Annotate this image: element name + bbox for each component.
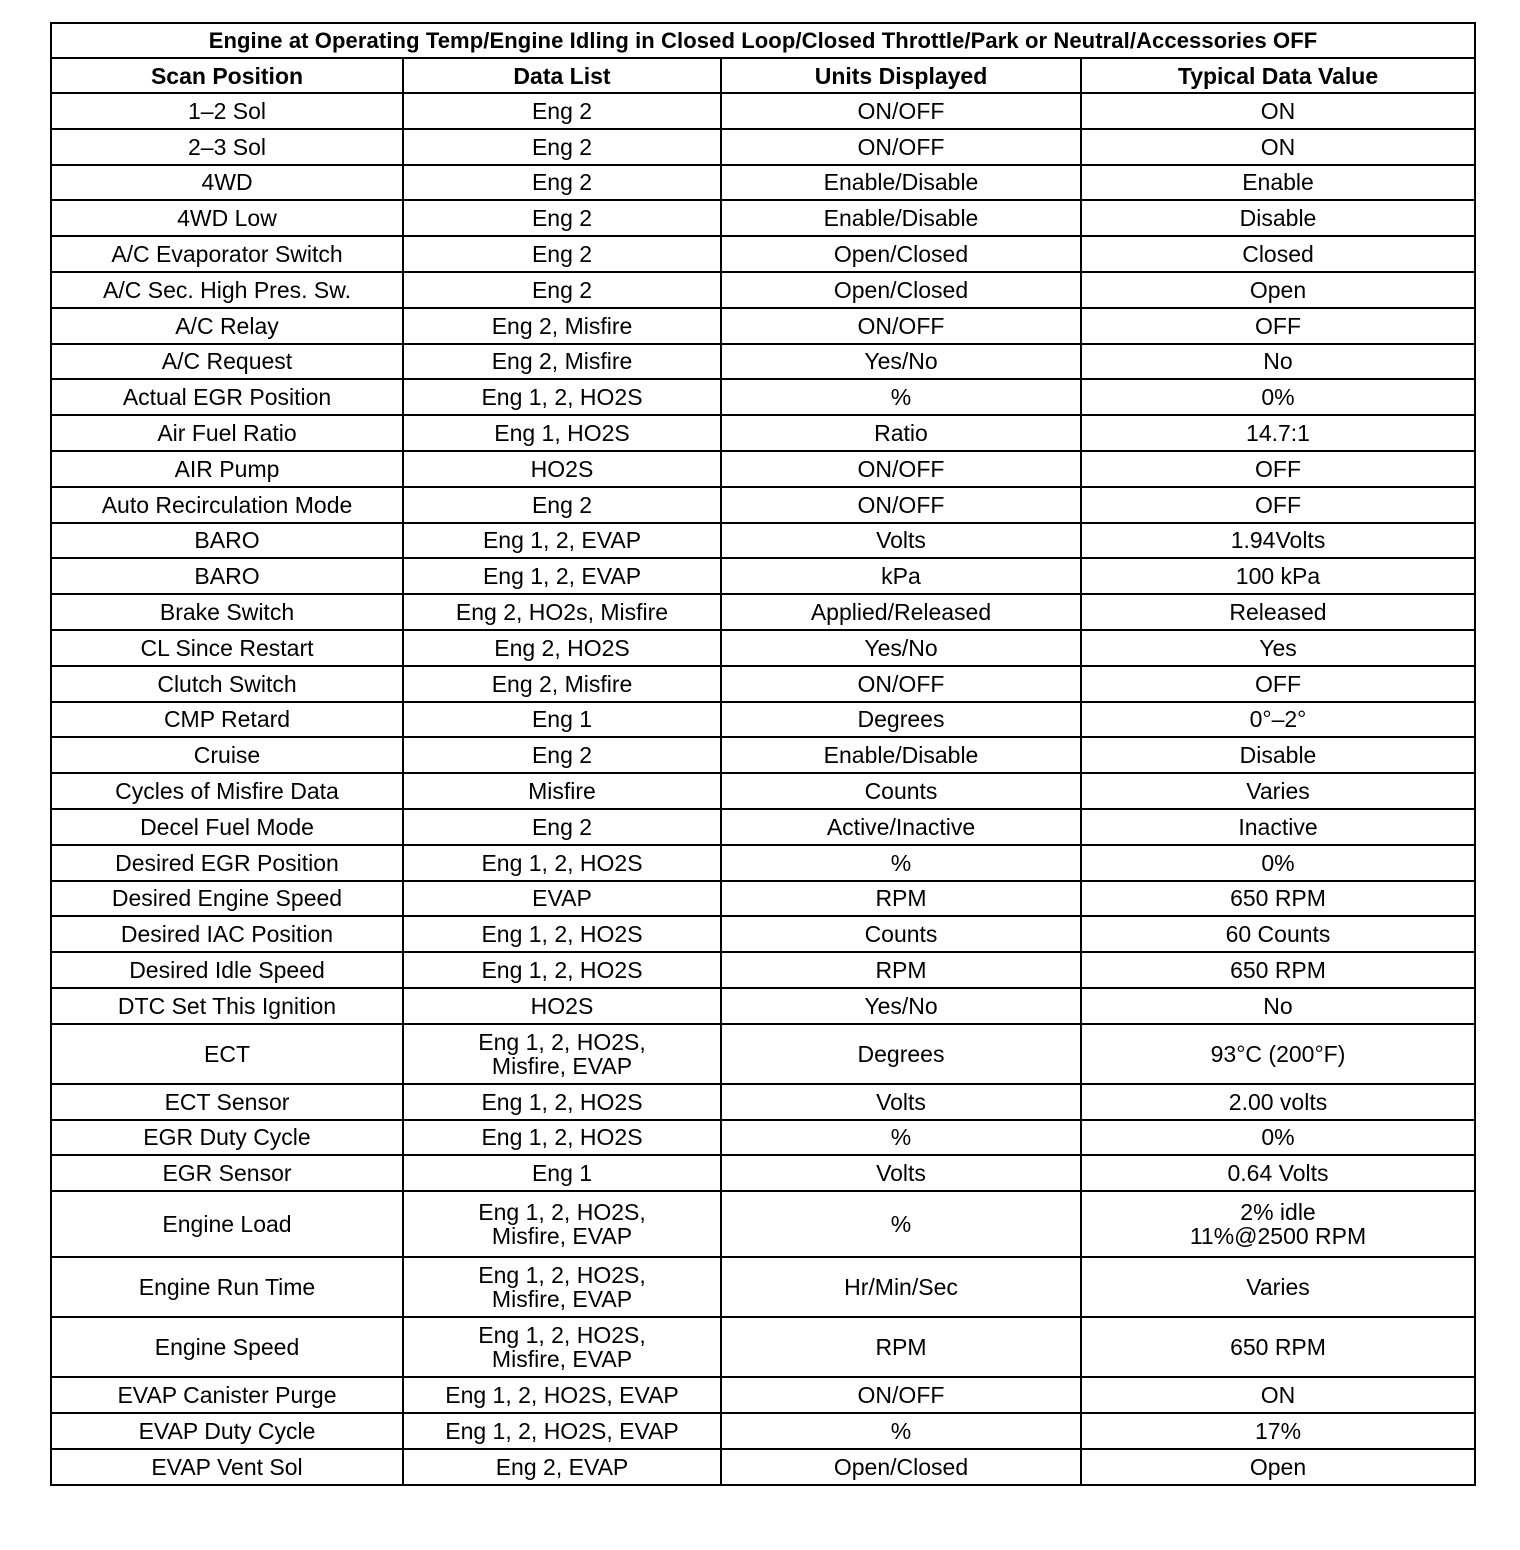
cell-scan-position: ECT [51,1024,403,1084]
cell-typical-value-line: Closed [1242,241,1314,268]
cell-data-list [403,845,721,881]
cell-data-list-line: Eng 1, 2, HO2S [481,849,643,876]
table-row [51,881,1475,917]
cell-typical-data-value [1081,845,1475,881]
cell-data-list [403,558,721,594]
cell-typical-value-line: 650 RPM [1230,1334,1326,1361]
cell-scan-position: A/C Evaporator Switch [51,236,403,272]
cell-data-list [403,236,721,272]
cell-units-displayed: % [721,1191,1081,1257]
cell-typical-data-value [1081,558,1475,594]
cell-data-list [403,666,721,702]
cell-typical-data-value [1081,809,1475,845]
cell-data-list [403,1024,721,1084]
cell-typical-data-value [1081,236,1475,272]
cell-typical-value-line: 100 kPa [1235,563,1321,590]
cell-typical-value-line: Open [1249,276,1307,303]
cell-typical-value-line: Enable [1242,169,1314,196]
cell-typical-data-value [1081,1377,1475,1413]
cell-data-list-line: Eng 2 [531,813,593,840]
cell-typical-value-line: OFF [1255,455,1301,482]
cell-data-list [403,1084,721,1120]
header-typical-data-value: Typical Data Value [1081,58,1475,93]
cell-data-list [403,988,721,1024]
cell-units-displayed: Ratio [721,415,1081,451]
cell-typical-value-line: Disable [1239,742,1317,769]
cell-data-list [403,1377,721,1413]
cell-scan-position: Clutch Switch [51,666,403,702]
cell-scan-position: EGR Duty Cycle [51,1120,403,1156]
cell-units-displayed: Degrees [721,702,1081,738]
cell-typical-data-value [1081,379,1475,415]
cell-units-displayed: RPM [721,952,1081,988]
table-row [51,1413,1475,1449]
cell-scan-position: BARO [51,558,403,594]
cell-units-displayed: Active/Inactive [721,809,1081,845]
cell-typical-value-line: 1.94Volts [1230,527,1326,554]
table-row [51,379,1475,415]
cell-scan-position: Auto Recirculation Mode [51,487,403,523]
table-row [51,809,1475,845]
cell-units-displayed: Open/Closed [721,272,1081,308]
cell-scan-position: Actual EGR Position [51,379,403,415]
cell-typical-value-line: No [1263,348,1293,375]
table-row [51,523,1475,559]
table-row [51,1024,1475,1084]
table-row [51,93,1475,129]
cell-typical-value-line: Inactive [1238,813,1318,840]
cell-typical-data-value [1081,1191,1475,1257]
cell-scan-position: Desired IAC Position [51,916,403,952]
cell-typical-data-value [1081,1155,1475,1191]
cell-data-list [403,1120,721,1156]
cell-data-list [403,630,721,666]
cell-typical-data-value [1081,988,1475,1024]
cell-scan-position: 1–2 Sol [51,93,403,129]
cell-scan-position: ECT Sensor [51,1084,403,1120]
cell-scan-position: Brake Switch [51,594,403,630]
cell-typical-data-value [1081,630,1475,666]
cell-data-list [403,916,721,952]
cell-data-list [403,451,721,487]
cell-typical-data-value [1081,702,1475,738]
header-units-displayed: Units Displayed [721,58,1081,93]
cell-data-list-line: Eng 1, HO2S [494,420,630,447]
cell-scan-position: EVAP Canister Purge [51,1377,403,1413]
table-row [51,702,1475,738]
cell-scan-position: Engine Load [51,1191,403,1257]
cell-typical-value-line: 650 RPM [1230,885,1326,912]
cell-units-displayed: kPa [721,558,1081,594]
cell-data-list [403,952,721,988]
cell-units-displayed: RPM [721,881,1081,917]
table-row [51,558,1475,594]
cell-typical-data-value [1081,773,1475,809]
table-row [51,236,1475,272]
cell-typical-data-value [1081,93,1475,129]
cell-scan-position: Desired EGR Position [51,845,403,881]
cell-data-list [403,1191,721,1257]
cell-typical-data-value [1081,737,1475,773]
cell-data-list-line: Eng 2 [531,241,593,268]
cell-typical-value-line: 93°C (200°F) [1210,1040,1346,1067]
cell-units-displayed: Degrees [721,1024,1081,1084]
cell-scan-position: Engine Speed [51,1317,403,1377]
cell-scan-position: CL Since Restart [51,630,403,666]
cell-units-displayed: ON/OFF [721,129,1081,165]
cell-data-list-line: Eng 2, Misfire [491,312,633,339]
table-title: Engine at Operating Temp/Engine Idling in Closed Loop/Closed Throttle/Park or Neutral/Accessories OFF [51,23,1475,58]
cell-data-list-line: Eng 1, 2, HO2S, EVAP [445,1382,679,1408]
cell-data-list [403,737,721,773]
table-row [51,1377,1475,1413]
cell-data-list [403,415,721,451]
cell-scan-position: A/C Relay [51,308,403,344]
cell-data-list-line: Eng 2, EVAP [495,1453,629,1480]
cell-data-list-line: Eng 2, HO2s, Misfire [455,599,669,626]
cell-typical-value-line: Disable [1239,205,1317,232]
cell-data-list [403,702,721,738]
cell-units-displayed: Volts [721,1084,1081,1120]
cell-typical-value-line: 17% [1254,1417,1302,1444]
cell-units-displayed: % [721,379,1081,415]
cell-units-displayed: Yes/No [721,988,1081,1024]
cell-data-list-line: Misfire, EVAP [491,1286,633,1313]
cell-data-list-line: Eng 2 [531,742,593,769]
table-row [51,415,1475,451]
table-row [51,1155,1475,1191]
table-row [51,1449,1475,1485]
cell-data-list [403,773,721,809]
cell-data-list [403,379,721,415]
table-row [51,773,1475,809]
cell-data-list-line: Eng 1, 2, HO2S, [478,1262,646,1289]
cell-scan-position: BARO [51,523,403,559]
cell-typical-value-line: Varies [1246,778,1310,805]
cell-scan-position: Desired Engine Speed [51,881,403,917]
cell-units-displayed: ON/OFF [721,93,1081,129]
cell-units-displayed: % [721,1120,1081,1156]
cell-data-list-line: Eng 2, Misfire [491,348,633,375]
table-body [51,93,1475,1485]
cell-units-displayed: Open/Closed [721,236,1081,272]
cell-typical-data-value [1081,523,1475,559]
cell-data-list [403,93,721,129]
cell-data-list [403,272,721,308]
cell-typical-value-line: 14.7:1 [1246,420,1310,447]
cell-typical-value-line: Varies [1246,1274,1310,1301]
cell-units-displayed: Open/Closed [721,1449,1081,1485]
cell-data-list-line: HO2S [530,455,594,482]
cell-scan-position: 4WD [51,165,403,201]
table-row [51,344,1475,380]
table-row [51,451,1475,487]
cell-scan-position: Cycles of Misfire Data [51,773,403,809]
cell-typical-data-value [1081,415,1475,451]
cell-data-list-line: EVAP [532,885,592,912]
cell-typical-data-value [1081,308,1475,344]
cell-typical-data-value [1081,1120,1475,1156]
cell-data-list [403,523,721,559]
table-row [51,487,1475,523]
cell-data-list [403,594,721,630]
table-row [51,630,1475,666]
table-row [51,594,1475,630]
cell-data-list-line: Misfire, EVAP [491,1346,633,1373]
cell-data-list-line: Eng 1 [531,1160,593,1187]
cell-typical-data-value [1081,451,1475,487]
table-row [51,129,1475,165]
table-row [51,272,1475,308]
cell-typical-value-line: 0% [1261,849,1295,876]
cell-data-list-line: Misfire [528,778,596,805]
cell-typical-value-line: Open [1249,1453,1307,1480]
table-row [51,1317,1475,1377]
cell-units-displayed: Counts [721,773,1081,809]
cell-data-list-line: Eng 2, HO2S [494,634,630,661]
cell-data-list [403,200,721,236]
cell-scan-position: Engine Run Time [51,1257,403,1317]
header-data-list: Data List [403,58,721,93]
cell-data-list-line: Eng 1, 2, HO2S, [478,1199,646,1226]
header-row [51,58,1475,93]
cell-data-list [403,165,721,201]
cell-scan-position: A/C Sec. High Pres. Sw. [51,272,403,308]
cell-data-list-line: Eng 2 [531,276,593,303]
cell-scan-position: EGR Sensor [51,1155,403,1191]
cell-data-list [403,308,721,344]
cell-units-displayed: Counts [721,916,1081,952]
cell-units-displayed: ON/OFF [721,308,1081,344]
cell-units-displayed: Volts [721,1155,1081,1191]
table-row [51,666,1475,702]
cell-typical-value-line: 650 RPM [1230,957,1326,984]
cell-data-list-line: Eng 1 [531,706,593,733]
cell-typical-data-value [1081,952,1475,988]
cell-data-list-line: Eng 2 [531,97,593,124]
cell-typical-data-value [1081,666,1475,702]
table-row [51,988,1475,1024]
cell-typical-value-line: 60 Counts [1225,921,1331,948]
table-row [51,1120,1475,1156]
cell-typical-value-line: 0% [1261,384,1295,411]
cell-scan-position: EVAP Vent Sol [51,1449,403,1485]
cell-data-list-line: Eng 2 [531,205,593,232]
cell-units-displayed: RPM [721,1317,1081,1377]
cell-typical-data-value [1081,1024,1475,1084]
table-row [51,165,1475,201]
cell-typical-value-line: OFF [1255,312,1301,339]
cell-typical-value-line: OFF [1255,491,1301,518]
cell-data-list [403,1449,721,1485]
cell-data-list [403,1413,721,1449]
cell-scan-position: DTC Set This Ignition [51,988,403,1024]
cell-typical-data-value [1081,1257,1475,1317]
cell-units-displayed: Yes/No [721,344,1081,380]
cell-units-displayed: % [721,845,1081,881]
table-row [51,952,1475,988]
cell-data-list [403,344,721,380]
cell-data-list-line: Eng 1, 2, HO2S [481,957,643,984]
cell-data-list-line: Eng 1, 2, HO2S, [478,1028,646,1055]
cell-data-list [403,881,721,917]
cell-units-displayed: ON/OFF [721,451,1081,487]
cell-units-displayed: Enable/Disable [721,737,1081,773]
cell-typical-data-value [1081,916,1475,952]
cell-units-displayed: % [721,1413,1081,1449]
cell-typical-data-value [1081,487,1475,523]
cell-units-displayed: ON/OFF [721,487,1081,523]
table-row [51,200,1475,236]
cell-units-displayed: Applied/Released [721,594,1081,630]
table-row [51,308,1475,344]
cell-typical-value-line: 0°–2° [1249,706,1307,733]
cell-typical-data-value [1081,1084,1475,1120]
cell-typical-value-line: 0% [1261,1124,1295,1151]
table-row [51,737,1475,773]
table-row [51,916,1475,952]
cell-data-list-line: Eng 1, 2, HO2S, EVAP [445,1417,679,1444]
cell-units-displayed: Volts [721,523,1081,559]
cell-typical-data-value [1081,881,1475,917]
table-row [51,1084,1475,1120]
cell-data-list-line: HO2S [530,992,594,1019]
cell-data-list [403,1257,721,1317]
cell-data-list-line: Eng 2 [531,133,593,160]
cell-units-displayed: Enable/Disable [721,165,1081,201]
cell-data-list-line: Eng 2, Misfire [491,670,633,697]
cell-typical-data-value [1081,200,1475,236]
cell-typical-value-line: 0.64 Volts [1227,1160,1329,1187]
cell-scan-position: 4WD Low [51,200,403,236]
title-row [51,23,1475,58]
cell-scan-position: Air Fuel Ratio [51,415,403,451]
cell-data-list-line: Eng 1, 2, EVAP [482,527,642,554]
cell-typical-data-value [1081,129,1475,165]
cell-typical-value-line: ON [1260,97,1296,124]
cell-scan-position: AIR Pump [51,451,403,487]
table-row [51,1191,1475,1257]
cell-typical-value-line: Released [1229,599,1327,626]
cell-typical-value-line: 2% idle [1240,1199,1316,1226]
cell-data-list-line: Misfire, EVAP [491,1223,633,1250]
cell-typical-data-value [1081,594,1475,630]
cell-typical-value-line: No [1263,992,1293,1019]
cell-data-list [403,129,721,165]
cell-data-list [403,1155,721,1191]
cell-units-displayed: ON/OFF [721,1377,1081,1413]
cell-typical-value-line: OFF [1255,670,1301,697]
cell-data-list-line: Eng 1, 2, HO2S [481,921,643,948]
cell-units-displayed: Hr/Min/Sec [721,1257,1081,1317]
cell-data-list-line: Misfire, EVAP [491,1052,633,1079]
cell-typical-value-line: Yes [1259,634,1297,661]
cell-scan-position: 2–3 Sol [51,129,403,165]
cell-data-list-line: Eng 1, 2, HO2S [481,1124,643,1151]
cell-units-displayed: Yes/No [721,630,1081,666]
cell-scan-position: Desired Idle Speed [51,952,403,988]
cell-typical-value-line: ON [1260,133,1296,160]
cell-data-list [403,809,721,845]
cell-data-list [403,1317,721,1377]
scan-data-table [50,22,1476,1486]
table-row [51,845,1475,881]
cell-data-list-line: Eng 1, 2, HO2S [481,384,643,411]
cell-scan-position: A/C Request [51,344,403,380]
cell-typical-data-value [1081,1413,1475,1449]
cell-scan-position: Decel Fuel Mode [51,809,403,845]
cell-typical-value-line: 2.00 volts [1228,1088,1328,1115]
cell-units-displayed: Enable/Disable [721,200,1081,236]
cell-typical-data-value [1081,1449,1475,1485]
cell-typical-value-line: ON [1260,1382,1296,1408]
table-row [51,1257,1475,1317]
cell-typical-data-value [1081,344,1475,380]
cell-scan-position: Cruise [51,737,403,773]
cell-units-displayed: ON/OFF [721,666,1081,702]
cell-scan-position: CMP Retard [51,702,403,738]
cell-typical-data-value [1081,272,1475,308]
cell-data-list-line: Eng 2 [531,169,593,196]
cell-data-list-line: Eng 1, 2, EVAP [482,563,642,590]
cell-typical-value-line: 11%@2500 RPM [1189,1223,1367,1250]
cell-data-list [403,487,721,523]
cell-typical-data-value [1081,165,1475,201]
cell-typical-data-value [1081,1317,1475,1377]
cell-data-list-line: Eng 2 [531,491,593,518]
cell-data-list-line: Eng 1, 2, HO2S, [478,1322,646,1349]
cell-data-list-line: Eng 1, 2, HO2S [481,1088,643,1115]
cell-scan-position: EVAP Duty Cycle [51,1413,403,1449]
header-scan-position: Scan Position [51,58,403,93]
